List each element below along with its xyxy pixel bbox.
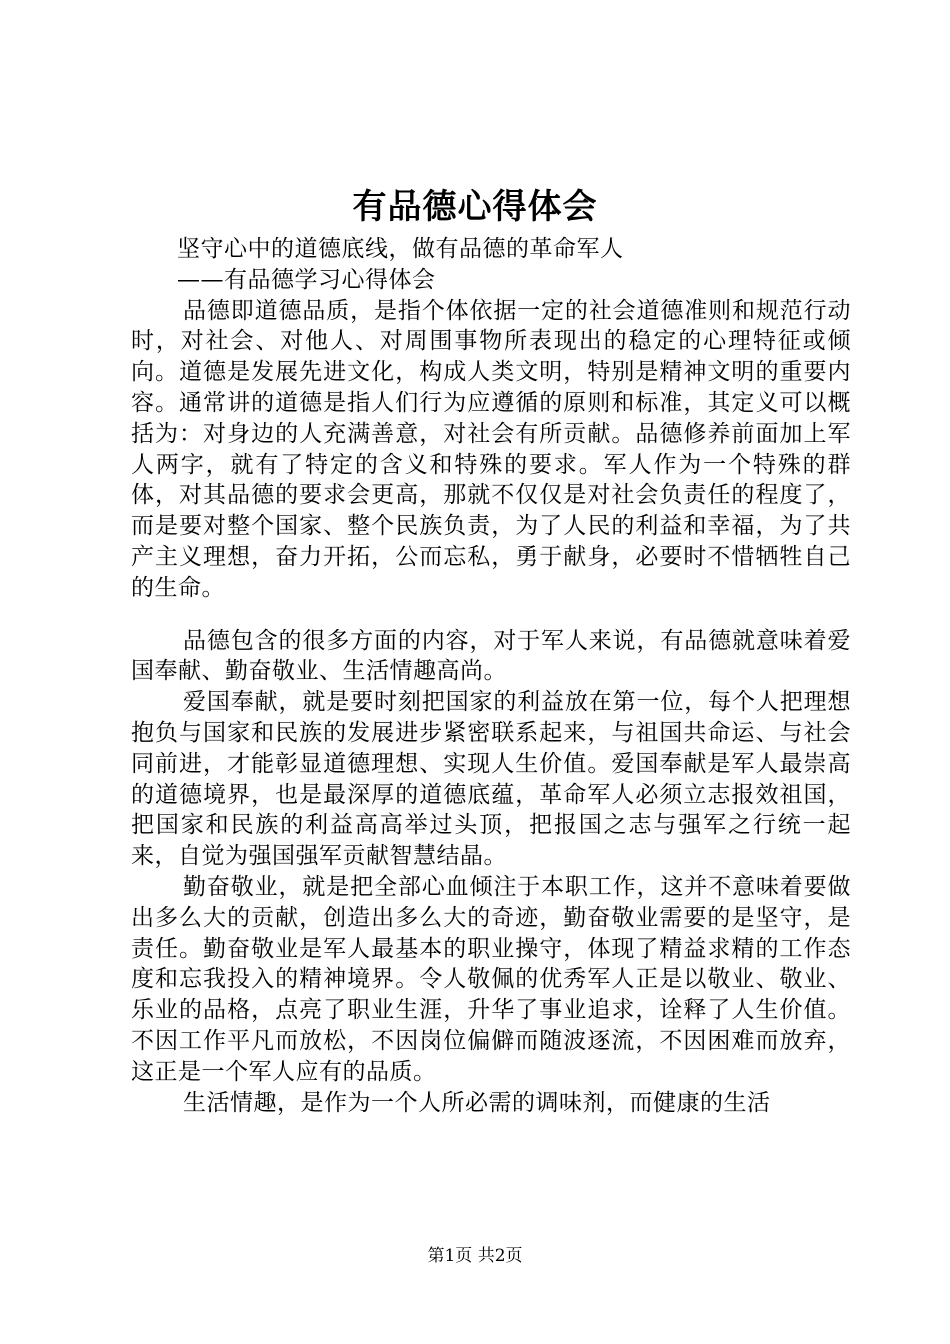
subtitle: 坚守心中的道德底线，做有品德的革命军人 [177, 236, 624, 262]
paragraph-4: 勤奋敬业，就是把全部心血倾注于本职工作，这并不意味着要做出多么大的贡献，创造出多么大的奇迹，勤奋敬业需要的是坚守，是责任。勤奋敬业是军人最基本的职业操守，体现了精益求精的工作态度和忘我投入的精神境界。令人敬佩的优秀军人正是以敬业、敬业、乐业的品格，点亮了职业生涯，升华了事业追求，诠释了人生价值。不因工作平凡而放松，不因岗位偏僻而随波逐流，不因困难而放弃，这正是一个军人应有的品质。 [131, 873, 851, 1085]
document-title: 有品德心得体会 [352, 187, 598, 227]
document-body [131, 234, 851, 1118]
paragraph-5: 生活情趣，是作为一个人所必需的调味剂，而健康的生活 [183, 1089, 771, 1116]
subtitle-secondary: ——有品德学习心得体会 [177, 266, 436, 293]
paragraph-3: 爱国奉献，就是要时刻把国家的利益放在第一位，每个人把理想抱负与国家和民族的发展进步紧密联系起来，与祖国共命运、与社会同前进，才能彰显道德理想、实现人生价值。爱国奉献是军人最崇高的道德境界，也是最深厚的道德底蕴，革命军人必须立志报效祖国，把国家和民族的利益高高举过头顶，把报国之志与强军之行统一起来，自觉为强国强军贡献智慧结晶。 [131, 689, 851, 870]
page-number-footer: 第1页 共2页 [427, 1246, 523, 1266]
paragraph-1: 品德即道德品质，是指个体依据一定的社会道德准则和规范行动时，对社会、对他人、对周围事物所表现出的稳定的心理特征或倾向。道德是发展先进文化，构成人类文明，特别是精神文明的重要内容。通常讲的道德是指人们行为应遵循的原则和标准，其定义可以概括为：对身边的人充满善意，对社会有所贡献。品德修养前面加上军人两字，就有了特定的含义和特殊的要求。军人作为一个特殊的群体，对其品德的要求会更高，那就不仅仅是对社会负责任的程度了，而是要对整个国家、整个民族负责，为了人民的利益和幸福，为了共产主义理想，奋力开拓，公而忘私，勇于献身，必要时不惜牺牲自己的生命。 [131, 297, 851, 601]
paragraph-spacer [131, 604, 851, 626]
paragraph-2: 品德包含的很多方面的内容，对于军人来说，有品德就意味着爱国奉献、勤奋敬业、生活情趣高尚。 [131, 627, 851, 685]
